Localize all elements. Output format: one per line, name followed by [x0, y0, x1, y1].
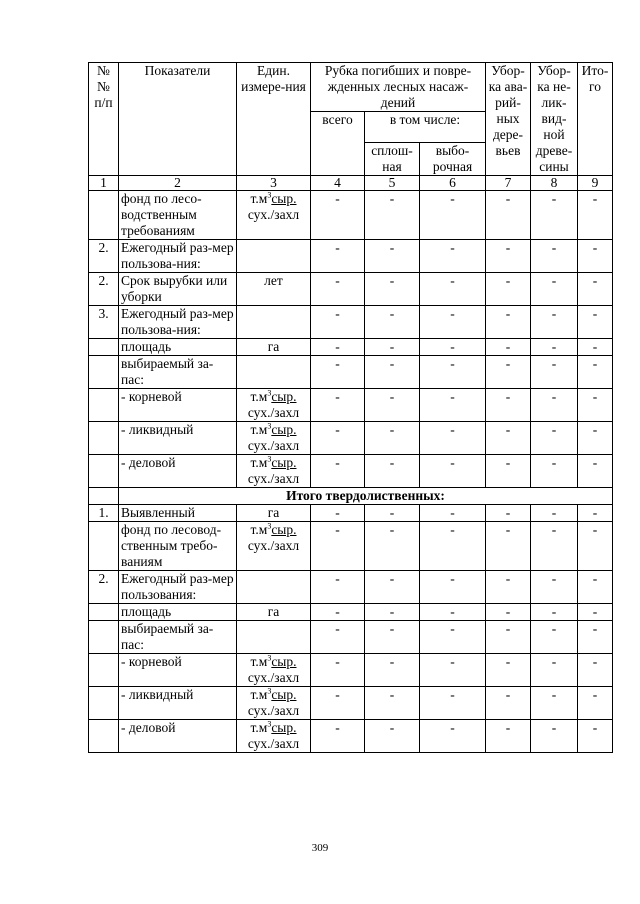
row-unit — [237, 720, 311, 753]
value-cell: - — [578, 339, 613, 356]
unit-superscript: 3 — [267, 454, 272, 464]
unit-dry: сух./захл — [247, 703, 300, 718]
value-cell: - — [311, 522, 365, 571]
row-number — [89, 191, 119, 240]
header-num: № № п/п — [89, 63, 119, 176]
document-page — [88, 62, 612, 753]
unit-prefix: т.м — [250, 455, 268, 470]
column-number: 6 — [420, 176, 486, 191]
value-cell: - — [365, 455, 420, 488]
table-row — [89, 273, 613, 306]
value-cell: - — [365, 339, 420, 356]
value-cell: - — [531, 505, 578, 522]
value-cell: - — [420, 422, 486, 455]
value-cell: - — [531, 720, 578, 753]
value-cell: - — [420, 604, 486, 621]
value-cell: - — [365, 687, 420, 720]
value-cell: - — [365, 306, 420, 339]
value-cell: - — [531, 356, 578, 389]
unit-moist: сыр. — [271, 720, 297, 735]
row-label: - корневой — [119, 389, 237, 422]
value-cell: - — [578, 522, 613, 571]
header-unit: Един. измере-ния — [237, 63, 311, 176]
table-row — [89, 687, 613, 720]
row-label: Срок вырубки или уборки — [119, 273, 237, 306]
unit-superscript: 3 — [267, 521, 272, 531]
row-label: Ежегодный раз-мер пользова-ния: — [119, 240, 237, 273]
value-cell: - — [486, 339, 531, 356]
row-label: выбираемый за-пас: — [119, 356, 237, 389]
page-number: 309 — [311, 842, 329, 854]
row-number — [89, 455, 119, 488]
row-label: выбираемый за-пас: — [119, 621, 237, 654]
value-cell: - — [365, 389, 420, 422]
row-number — [89, 356, 119, 389]
value-cell: - — [311, 687, 365, 720]
value-cell: - — [578, 571, 613, 604]
unit-prefix: т.м — [250, 422, 268, 437]
value-cell: - — [420, 621, 486, 654]
value-cell: - — [365, 356, 420, 389]
value-cell: - — [486, 621, 531, 654]
header-indicators: Показатели — [119, 63, 237, 176]
row-label: Ежегодный раз-мер пользова-ния: — [119, 306, 237, 339]
value-cell: - — [578, 654, 613, 687]
value-cell: - — [486, 356, 531, 389]
row-number — [89, 654, 119, 687]
unit-prefix: т.м — [250, 522, 268, 537]
header-selective: выбо-рочная — [420, 143, 486, 176]
value-cell: - — [578, 191, 613, 240]
table-row — [89, 522, 613, 571]
table-row — [89, 455, 613, 488]
row-number: 2. — [89, 571, 119, 604]
value-cell: - — [420, 191, 486, 240]
row-label: - корневой — [119, 654, 237, 687]
table-row — [89, 306, 613, 339]
value-cell: - — [578, 273, 613, 306]
value-cell: - — [365, 191, 420, 240]
column-number: 9 — [578, 176, 613, 191]
row-label: площадь — [119, 604, 237, 621]
header-total: всего — [311, 112, 365, 176]
value-cell: - — [365, 621, 420, 654]
row-unit: га — [237, 604, 311, 621]
value-cell: - — [420, 389, 486, 422]
unit-superscript: 3 — [267, 653, 272, 663]
row-label: фонд по лесо-водственным требованиям — [119, 191, 237, 240]
value-cell: - — [311, 604, 365, 621]
value-cell: - — [311, 306, 365, 339]
row-number: 3. — [89, 306, 119, 339]
column-number: 3 — [237, 176, 311, 191]
value-cell: - — [486, 571, 531, 604]
value-cell: - — [420, 505, 486, 522]
value-cell: - — [365, 571, 420, 604]
value-cell: - — [531, 604, 578, 621]
value-cell: - — [531, 455, 578, 488]
value-cell: - — [365, 422, 420, 455]
row-unit — [237, 306, 311, 339]
value-cell: - — [486, 455, 531, 488]
value-cell: - — [578, 621, 613, 654]
value-cell: - — [311, 389, 365, 422]
unit-moist: сыр. — [271, 522, 297, 537]
row-unit — [237, 522, 311, 571]
column-number: 4 — [311, 176, 365, 191]
table-row — [89, 422, 613, 455]
value-cell: - — [311, 422, 365, 455]
row-number — [89, 604, 119, 621]
row-label: Выявленный — [119, 505, 237, 522]
value-cell: - — [531, 654, 578, 687]
header-emergency: Убор-ка ава-рий-ных дере-вьев — [486, 63, 531, 176]
row-number — [89, 339, 119, 356]
table-row — [89, 654, 613, 687]
row-unit — [237, 687, 311, 720]
table-row — [89, 356, 613, 389]
value-cell: - — [365, 604, 420, 621]
row-label: - деловой — [119, 720, 237, 753]
row-number: 1. — [89, 505, 119, 522]
value-cell: - — [578, 720, 613, 753]
value-cell: - — [486, 191, 531, 240]
row-number: 2. — [89, 240, 119, 273]
value-cell: - — [486, 720, 531, 753]
value-cell: - — [420, 455, 486, 488]
value-cell: - — [311, 240, 365, 273]
value-cell: - — [420, 240, 486, 273]
value-cell: - — [486, 240, 531, 273]
header-felling: Рубка погибших и повре-жденных лесных насаж-дений — [311, 63, 486, 112]
value-cell: - — [420, 571, 486, 604]
value-cell: - — [420, 356, 486, 389]
row-unit — [237, 571, 311, 604]
table-row — [89, 621, 613, 654]
table-row — [89, 571, 613, 604]
value-cell: - — [365, 505, 420, 522]
value-cell: - — [486, 273, 531, 306]
value-cell: - — [311, 273, 365, 306]
unit-moist: сыр. — [271, 654, 297, 669]
value-cell: - — [486, 522, 531, 571]
row-unit: га — [237, 339, 311, 356]
value-cell: - — [578, 604, 613, 621]
table-row — [89, 720, 613, 753]
column-numbers-row — [89, 176, 613, 191]
unit-moist: сыр. — [271, 422, 297, 437]
value-cell: - — [365, 654, 420, 687]
row-number — [89, 522, 119, 571]
unit-dry: сух./захл — [247, 405, 300, 420]
row-unit: га — [237, 505, 311, 522]
header-nonliquid: Убор-ка не-лик-вид-ной древе-сины — [531, 63, 578, 176]
unit-superscript: 3 — [267, 421, 272, 431]
value-cell: - — [578, 422, 613, 455]
table-row — [89, 339, 613, 356]
value-cell: - — [531, 339, 578, 356]
value-cell: - — [311, 339, 365, 356]
value-cell: - — [531, 687, 578, 720]
row-unit — [237, 356, 311, 389]
row-unit — [237, 422, 311, 455]
value-cell: - — [486, 687, 531, 720]
value-cell: - — [420, 339, 486, 356]
value-cell: - — [531, 422, 578, 455]
unit-prefix: т.м — [250, 191, 268, 206]
row-label: - деловой — [119, 455, 237, 488]
unit-prefix: т.м — [250, 687, 268, 702]
value-cell: - — [420, 687, 486, 720]
value-cell: - — [486, 604, 531, 621]
row-unit: лет — [237, 273, 311, 306]
row-number — [89, 687, 119, 720]
value-cell: - — [365, 522, 420, 571]
row-label: - ликвидный — [119, 422, 237, 455]
unit-dry: сух./захл — [247, 207, 300, 222]
table-row — [89, 604, 613, 621]
unit-dry: сух./захл — [247, 438, 300, 453]
section-title: Итого твердолиственных: — [119, 488, 613, 505]
unit-moist: сыр. — [271, 389, 297, 404]
value-cell: - — [420, 273, 486, 306]
row-label: фонд по лесовод-ственным требо-ваниям — [119, 522, 237, 571]
row-number — [89, 422, 119, 455]
table-row — [89, 389, 613, 422]
value-cell: - — [311, 654, 365, 687]
column-number: 8 — [531, 176, 578, 191]
row-label: - ликвидный — [119, 687, 237, 720]
value-cell: - — [311, 356, 365, 389]
value-cell: - — [531, 273, 578, 306]
unit-superscript: 3 — [267, 388, 272, 398]
table-body-a — [89, 191, 613, 488]
value-cell: - — [486, 389, 531, 422]
row-unit — [237, 654, 311, 687]
row-unit — [237, 455, 311, 488]
value-cell: - — [311, 455, 365, 488]
unit-prefix: т.м — [250, 720, 268, 735]
value-cell: - — [365, 240, 420, 273]
table-row — [89, 240, 613, 273]
value-cell: - — [531, 191, 578, 240]
value-cell: - — [365, 273, 420, 306]
table-body-b — [89, 505, 613, 753]
value-cell: - — [578, 389, 613, 422]
column-number: 2 — [119, 176, 237, 191]
row-number — [89, 720, 119, 753]
unit-moist: сыр. — [271, 455, 297, 470]
row-number: 2. — [89, 273, 119, 306]
value-cell: - — [578, 356, 613, 389]
value-cell: - — [578, 505, 613, 522]
row-unit — [237, 240, 311, 273]
unit-superscript: 3 — [267, 686, 272, 696]
row-unit — [237, 621, 311, 654]
unit-superscript: 3 — [267, 190, 272, 200]
value-cell: - — [531, 389, 578, 422]
row-unit — [237, 191, 311, 240]
column-number: 1 — [89, 176, 119, 191]
value-cell: - — [420, 522, 486, 571]
value-cell: - — [486, 505, 531, 522]
value-cell: - — [531, 306, 578, 339]
header-clear: сплош-ная — [365, 143, 420, 176]
row-label: Ежегодный раз-мер пользования: — [119, 571, 237, 604]
unit-dry: сух./захл — [247, 471, 300, 486]
value-cell: - — [578, 306, 613, 339]
value-cell: - — [311, 505, 365, 522]
column-number: 7 — [486, 176, 531, 191]
value-cell: - — [311, 571, 365, 604]
value-cell: - — [311, 720, 365, 753]
unit-superscript: 3 — [267, 719, 272, 729]
value-cell: - — [531, 621, 578, 654]
value-cell: - — [365, 720, 420, 753]
value-cell: - — [420, 654, 486, 687]
unit-prefix: т.м — [250, 654, 268, 669]
value-cell: - — [531, 240, 578, 273]
value-cell: - — [486, 422, 531, 455]
value-cell: - — [486, 654, 531, 687]
column-number: 5 — [365, 176, 420, 191]
unit-moist: сыр. — [271, 191, 297, 206]
row-number — [89, 621, 119, 654]
value-cell: - — [420, 306, 486, 339]
table-row — [89, 505, 613, 522]
value-cell: - — [311, 621, 365, 654]
value-cell: - — [311, 191, 365, 240]
table-row — [89, 191, 613, 240]
row-unit — [237, 389, 311, 422]
unit-dry: сух./захл — [247, 670, 300, 685]
unit-moist: сыр. — [271, 687, 297, 702]
row-label: площадь — [119, 339, 237, 356]
value-cell: - — [420, 720, 486, 753]
value-cell: - — [531, 571, 578, 604]
unit-prefix: т.м — [250, 389, 268, 404]
value-cell: - — [578, 687, 613, 720]
header-including: в том числе: — [365, 112, 486, 143]
row-number — [89, 389, 119, 422]
forest-usage-table — [88, 62, 613, 753]
header-sum: Ито-го — [578, 63, 613, 176]
value-cell: - — [578, 240, 613, 273]
unit-dry: сух./захл — [247, 538, 300, 553]
unit-dry: сух./захл — [247, 736, 300, 751]
value-cell: - — [531, 522, 578, 571]
value-cell: - — [486, 306, 531, 339]
value-cell: - — [578, 455, 613, 488]
